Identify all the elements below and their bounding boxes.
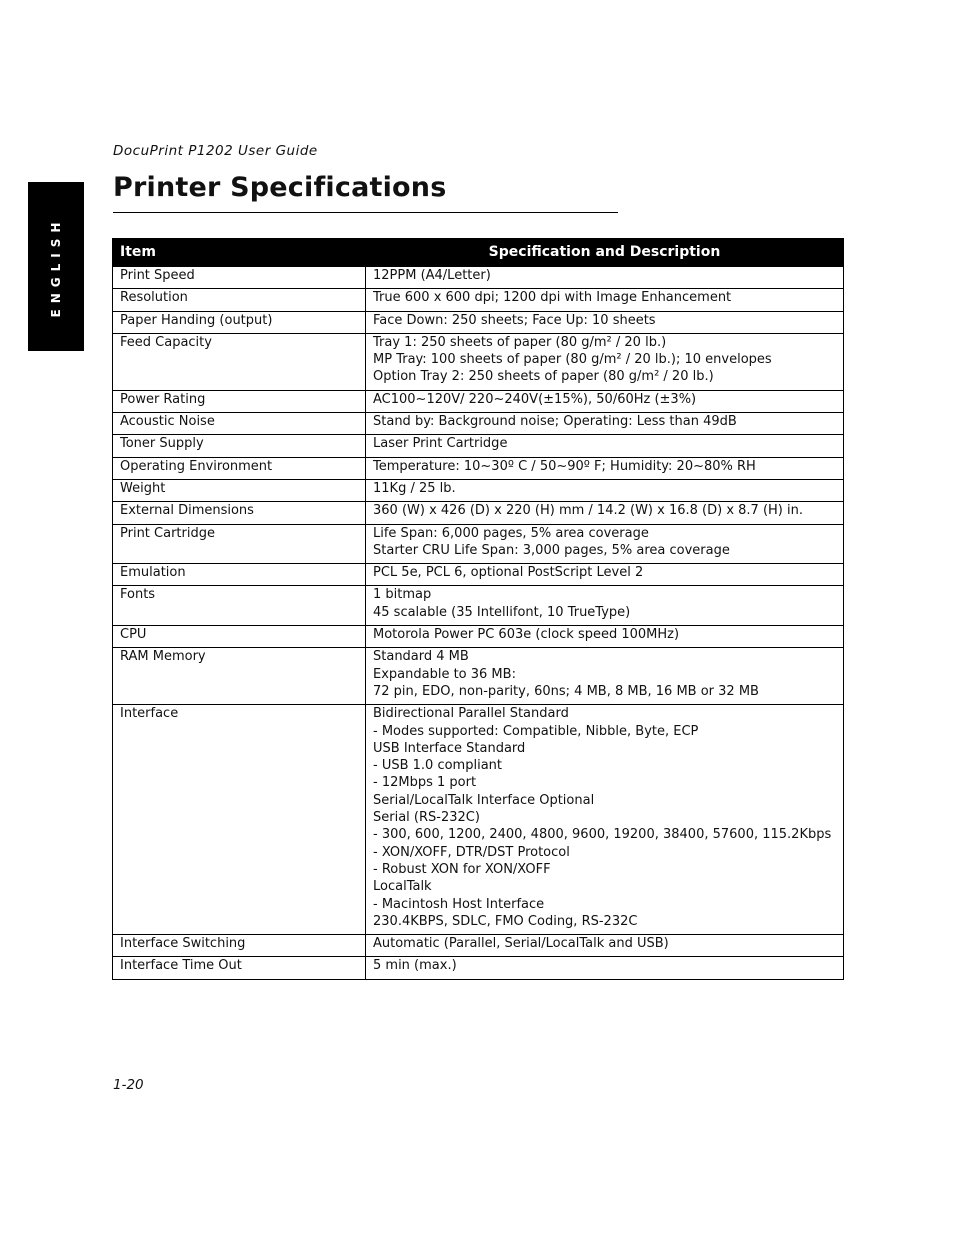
spec-description-cell [366, 435, 844, 457]
spec-description-cell [366, 390, 844, 412]
spec-description-line: - Macintosh Host Interface [373, 896, 545, 912]
table-row [113, 413, 844, 435]
spec-item-cell: Emulation [113, 564, 366, 586]
table-row [113, 957, 844, 979]
spec-description-cell [366, 564, 844, 586]
spec-item-cell: Operating Environment [113, 457, 366, 479]
spec-description-line: Tray 1: 250 sheets of paper (80 g/m² / 20 lb.) [373, 334, 667, 350]
spec-item-cell: Acoustic Noise [113, 413, 366, 435]
spec-description-cell [366, 626, 844, 648]
spec-description-cell [366, 935, 844, 957]
spec-item-cell: Resolution [113, 289, 366, 311]
table-row [113, 333, 844, 390]
table-header-row [113, 239, 844, 267]
spec-description-line: Motorola Power PC 603e (clock speed 100MHz) [373, 627, 680, 643]
spec-description-line: 72 pin, EDO, non-parity, 60ns; 4 MB, 8 MB, 16 MB or 32 MB [373, 683, 759, 699]
spec-description-cell [366, 502, 844, 524]
spec-description-line: USB Interface Standard [373, 740, 526, 756]
spec-item-cell: Fonts [113, 586, 366, 626]
spec-description-line: Automatic (Parallel, Serial/LocalTalk and USB) [373, 936, 669, 952]
specifications-table-body [113, 267, 844, 980]
table-row [113, 586, 844, 626]
spec-description-cell [366, 586, 844, 626]
spec-description-cell [366, 479, 844, 501]
table-row [113, 502, 844, 524]
spec-description-cell [366, 413, 844, 435]
spec-description-line: - USB 1.0 compliant [373, 758, 502, 774]
spec-description-line: Serial/LocalTalk Interface Optional [373, 792, 595, 808]
spec-item-cell: Interface Time Out [113, 957, 366, 979]
spec-description-line: LocalTalk [373, 879, 432, 895]
spec-item-cell: Weight [113, 479, 366, 501]
spec-description-line: Life Span: 6,000 pages, 5% area coverage [373, 525, 649, 541]
spec-description-line: 45 scalable (35 Intellifont, 10 TrueType) [373, 604, 631, 620]
page-title: Printer Specifications [113, 172, 447, 203]
table-row [113, 479, 844, 501]
title-underline [113, 212, 618, 213]
table-row [113, 457, 844, 479]
spec-item-cell: Interface Switching [113, 935, 366, 957]
spec-description-cell [366, 333, 844, 390]
spec-item-cell: Power Rating [113, 390, 366, 412]
spec-description-line: - 12Mbps 1 port [373, 775, 477, 791]
spec-description-line: 12PPM (A4/Letter) [373, 268, 491, 283]
spec-description-line: - Robust XON for XON/XOFF [373, 861, 551, 877]
running-head: DocuPrint P1202 User Guide [113, 143, 318, 159]
page-number: 1-20 [113, 1077, 144, 1093]
table-row [113, 267, 844, 289]
spec-description-cell [366, 957, 844, 979]
table-row [113, 390, 844, 412]
language-side-tab-label: ENGLISH [49, 216, 63, 317]
table-row [113, 524, 844, 564]
spec-item-cell: RAM Memory [113, 648, 366, 705]
table-row [113, 311, 844, 333]
spec-description-line: - XON/XOFF, DTR/DST Protocol [373, 844, 570, 860]
spec-description-cell [366, 267, 844, 289]
spec-description-line: Standard 4 MB [373, 649, 469, 665]
spec-description-line: PCL 5e, PCL 6, optional PostScript Level 2 [373, 565, 644, 581]
specifications-table [112, 238, 844, 980]
table-row [113, 626, 844, 648]
table-row [113, 564, 844, 586]
language-side-tab [28, 182, 84, 351]
spec-description-cell [366, 705, 844, 935]
item-column-header: Item [113, 239, 366, 267]
spec-item-cell: Interface [113, 705, 366, 935]
spec-item-cell: Toner Supply [113, 435, 366, 457]
spec-description-line: 230.4KBPS, SDLC, FMO Coding, RS-232C [373, 913, 638, 929]
spec-description-cell [366, 524, 844, 564]
spec-description-line: 5 min (max.) [373, 958, 457, 974]
spec-description-line: Laser Print Cartridge [373, 436, 508, 452]
spec-description-line: True 600 x 600 dpi; 1200 dpi with Image Enhancement [373, 290, 732, 306]
table-row [113, 289, 844, 311]
spec-item-cell: Paper Handing (output) [113, 311, 366, 333]
spec-description-line: Expandable to 36 MB: [373, 666, 516, 682]
spec-description-line: 360 (W) x 426 (D) x 220 (H) mm / 14.2 (W) x 16.8 (D) x 8.7 (H) in. [373, 503, 803, 519]
spec-description-line: Option Tray 2: 250 sheets of paper (80 g/m² / 20 lb.) [373, 369, 714, 385]
table-row [113, 648, 844, 705]
spec-description-line: Serial (RS-232C) [373, 810, 480, 826]
spec-description-line: Starter CRU Life Span: 3,000 pages, 5% area coverage [373, 542, 730, 558]
spec-description-line: - 300, 600, 1200, 2400, 4800, 9600, 19200, 38400, 57600, 115.2Kbps [373, 827, 832, 843]
table-row [113, 935, 844, 957]
spec-description-line: Temperature: 10~30º C / 50~90º F; Humidity: 20~80% RH [373, 458, 756, 474]
spec-column-header: Specification and Description [366, 239, 844, 267]
spec-description-line: MP Tray: 100 sheets of paper (80 g/m² / 20 lb.); 10 envelopes [373, 352, 772, 368]
spec-description-line: - Modes supported: Compatible, Nibble, Byte, ECP [373, 723, 699, 739]
spec-description-line: AC100~120V/ 220~240V(±15%), 50/60Hz (±3%) [373, 391, 697, 407]
spec-item-cell: External Dimensions [113, 502, 366, 524]
spec-description-cell [366, 289, 844, 311]
spec-description-line: Bidirectional Parallel Standard [373, 706, 569, 722]
spec-description-line: Stand by: Background noise; Operating: Less than 49dB [373, 414, 737, 430]
spec-description-line: 11Kg / 25 lb. [373, 480, 456, 496]
spec-item-cell: CPU [113, 626, 366, 648]
spec-item-cell: Print Cartridge [113, 524, 366, 564]
spec-item-cell: Feed Capacity [113, 333, 366, 390]
table-row [113, 435, 844, 457]
spec-description-cell [366, 311, 844, 333]
spec-description-cell [366, 457, 844, 479]
spec-description-cell [366, 648, 844, 705]
spec-item-cell: Print Speed [113, 267, 366, 289]
spec-description-line: Face Down: 250 sheets; Face Up: 10 sheets [373, 312, 656, 328]
spec-description-line: 1 bitmap [373, 587, 432, 603]
table-row [113, 705, 844, 935]
